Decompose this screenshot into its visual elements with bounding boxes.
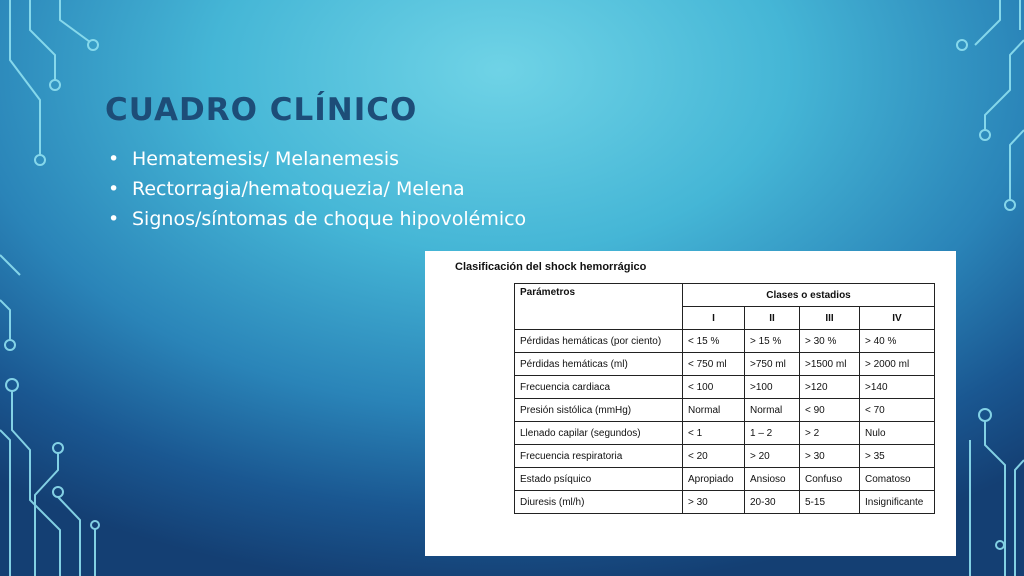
- table-row: [515, 422, 935, 445]
- value-cell: 20-30: [745, 491, 800, 514]
- value-cell: >1500 ml: [800, 353, 860, 376]
- value-cell: > 40 %: [860, 330, 935, 353]
- table-row: [515, 445, 935, 468]
- value-cell: Comatoso: [860, 468, 935, 491]
- value-cell: Apropiado: [683, 468, 745, 491]
- value-cell: < 20: [683, 445, 745, 468]
- value-cell: Confuso: [800, 468, 860, 491]
- value-cell: > 15 %: [745, 330, 800, 353]
- value-cell: >120: [800, 376, 860, 399]
- param-cell: Frecuencia respiratoria: [515, 445, 683, 468]
- value-cell: > 30: [683, 491, 745, 514]
- bullet-text: Hematemesis/ Melanemesis: [132, 148, 399, 170]
- shock-classification-figure: [425, 251, 956, 556]
- param-cell: Llenado capilar (segundos): [515, 422, 683, 445]
- param-cell: Presión sistólica (mmHg): [515, 399, 683, 422]
- value-cell: > 30 %: [800, 330, 860, 353]
- param-cell: Pérdidas hemáticas (ml): [515, 353, 683, 376]
- shock-classification-table: [514, 283, 935, 514]
- bullet-dot-icon: •: [108, 208, 120, 230]
- value-cell: > 35: [860, 445, 935, 468]
- bullet-item: [108, 174, 526, 204]
- value-cell: Normal: [683, 399, 745, 422]
- value-cell: >140: [860, 376, 935, 399]
- value-cell: 1 – 2: [745, 422, 800, 445]
- value-cell: >100: [745, 376, 800, 399]
- bullet-dot-icon: •: [108, 148, 120, 170]
- value-cell: > 2: [800, 422, 860, 445]
- table-row: [515, 330, 935, 353]
- value-cell: 5-15: [800, 491, 860, 514]
- table-row: [515, 353, 935, 376]
- bullet-list: [108, 144, 526, 234]
- bullet-text: Rectorragia/hematoquezia/ Melena: [132, 178, 465, 200]
- value-cell: Insignificante: [860, 491, 935, 514]
- group-header: Clases o estadios: [683, 284, 935, 307]
- value-cell: > 2000 ml: [860, 353, 935, 376]
- class-header: III: [800, 307, 860, 330]
- value-cell: > 20: [745, 445, 800, 468]
- value-cell: >750 ml: [745, 353, 800, 376]
- value-cell: < 100: [683, 376, 745, 399]
- param-cell: Pérdidas hemáticas (por ciento): [515, 330, 683, 353]
- class-header: I: [683, 307, 745, 330]
- value-cell: > 30: [800, 445, 860, 468]
- class-header: IV: [860, 307, 935, 330]
- value-cell: Normal: [745, 399, 800, 422]
- value-cell: < 750 ml: [683, 353, 745, 376]
- param-cell: Estado psíquico: [515, 468, 683, 491]
- slide-title: CUADRO CLÍNICO: [105, 92, 418, 128]
- table-row: [515, 491, 935, 514]
- bullet-item: [108, 144, 526, 174]
- param-cell: Frecuencia cardiaca: [515, 376, 683, 399]
- class-header: II: [745, 307, 800, 330]
- value-cell: < 70: [860, 399, 935, 422]
- table-row: [515, 399, 935, 422]
- value-cell: < 90: [800, 399, 860, 422]
- value-cell: < 15 %: [683, 330, 745, 353]
- value-cell: < 1: [683, 422, 745, 445]
- table-title: Clasificación del shock hemorrágico: [455, 261, 647, 273]
- bullet-text: Signos/síntomas de choque hipovolémico: [132, 208, 527, 230]
- value-cell: Ansioso: [745, 468, 800, 491]
- param-cell: Diuresis (ml/h): [515, 491, 683, 514]
- table-row: [515, 376, 935, 399]
- bullet-item: [108, 204, 526, 234]
- table-header-row: [515, 284, 935, 307]
- param-header: Parámetros: [515, 284, 683, 330]
- value-cell: Nulo: [860, 422, 935, 445]
- bullet-dot-icon: •: [108, 178, 120, 200]
- table-row: [515, 468, 935, 491]
